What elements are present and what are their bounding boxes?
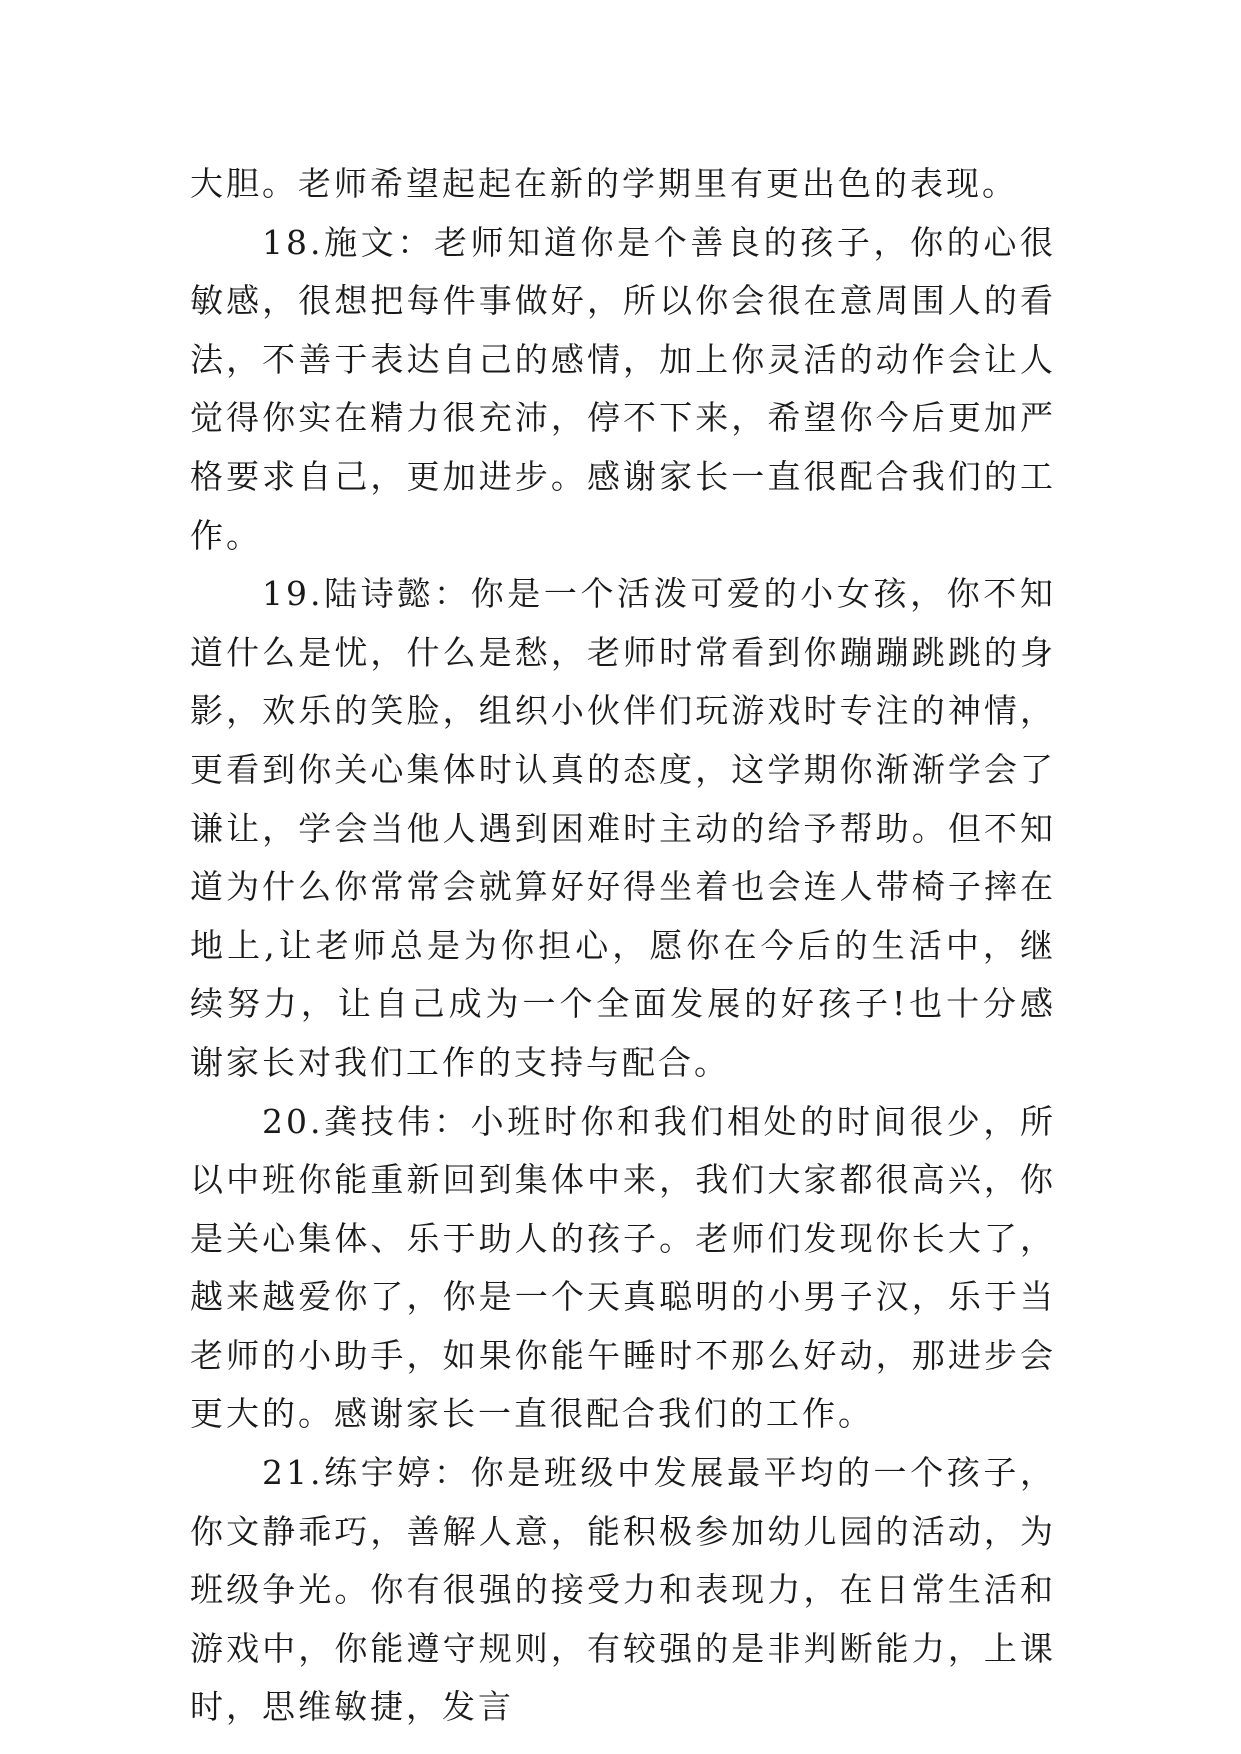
paragraph-comment-18: 18.施文：老师知道你是个善良的孩子，你的心很敏感，很想把每件事做好，所以你会很在意周围人的看法，不善于表达自己的感情，加上你灵活的动作会让人觉得你实在精力很充沛，停不下来，希望你今后更加严格要求自己，更加进步。感谢家长一直很配合我们的工作。: [190, 222, 1056, 555]
paragraph-comment-20: 20.龚技伟：小班时你和我们相处的时间很少，所以中班你能重新回到集体中来，我们大家都很高兴，你是关心集体、乐于助人的孩子。老师们发现你长大了，越来越爱你了，你是一个天真聪明的小男子汉，乐于当老师的小助手，如果你能午睡时不那么好动，那进步会更大的。感谢家长一直很配合我们的工作。: [190, 1101, 1056, 1434]
paragraph-comment-21: 21.练宇婷：你是班级中发展最平均的一个孩子，你文静乖巧，善解人意，能积极参加幼儿园的活动，为班级争光。你有很强的接受力和表现力，在日常生活和游戏中，你能遵守规则，有较强的是非判断能力，上课时，思维敏捷，发言: [190, 1453, 1056, 1727]
paragraph-comment-19: 19.陆诗懿：你是一个活泼可爱的小女孩，你不知道什么是忧，什么是愁，老师时常看到你蹦蹦跳跳的身影，欢乐的笑脸，组织小伙伴们玩游戏时专注的神情，更看到你关心集体时认真的态度，这学期你渐渐学会了谦让，学会当他人遇到困难时主动的给予帮助。但不知道为什么你常常会就算好好得坐着也会连人带椅子摔在地上,让老师总是为你担心，愿你在今后的生活中，继续努力，让自己成为一个全面发展的好孩子!也十分感谢家长对我们工作的支持与配合。: [190, 574, 1056, 1082]
document-body: [190, 155, 1056, 1737]
paragraph-continuation: 大胆。老师希望起起在新的学期里有更出色的表现。: [190, 164, 1018, 203]
